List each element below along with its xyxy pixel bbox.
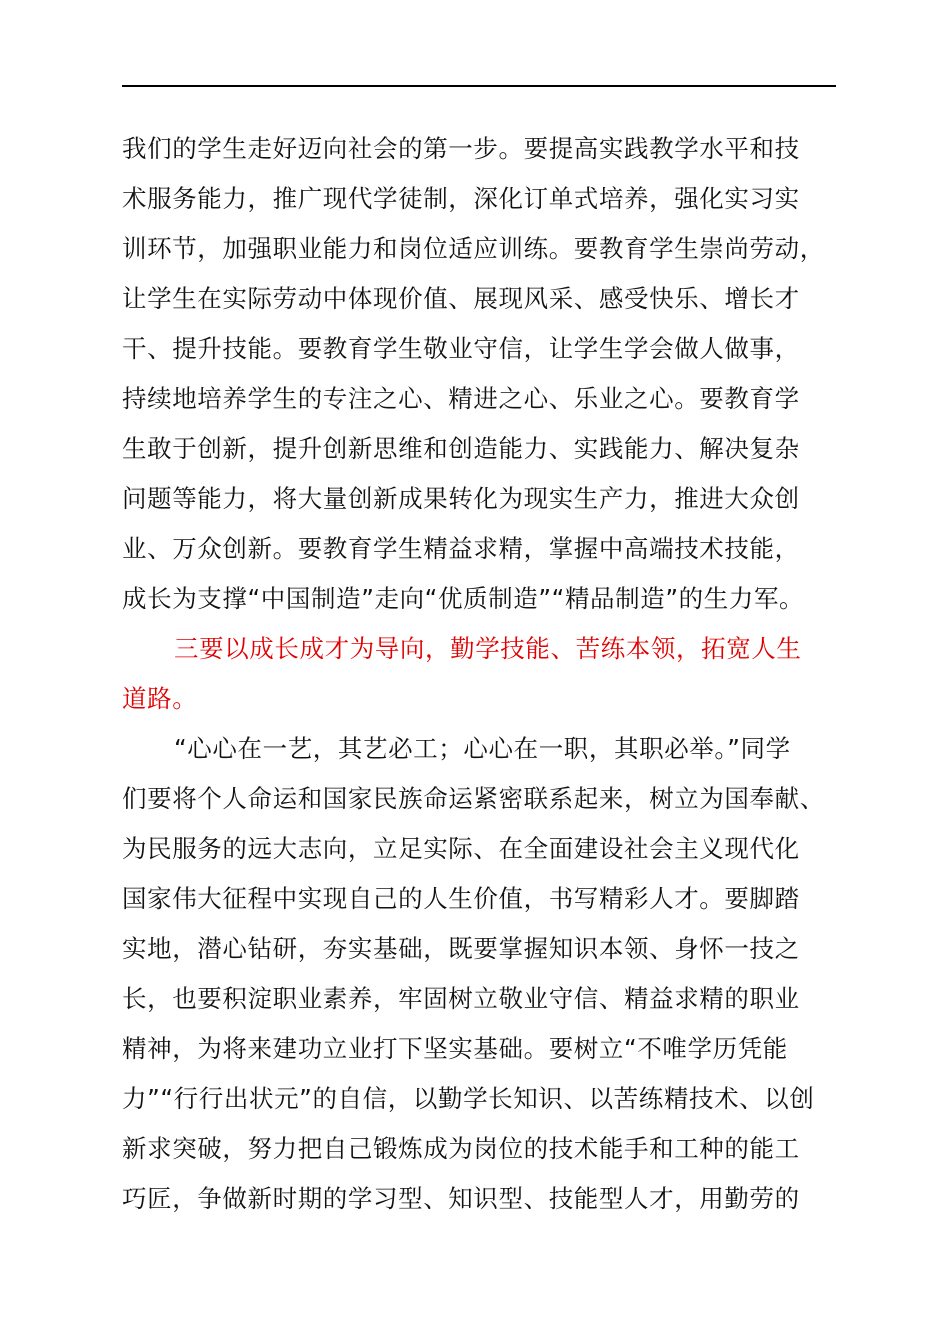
text-line: 成长为支撑“中国制造”走向“优质制造”“精品制造”的生力军。 (122, 584, 805, 613)
text-line: 让学生在实际劳动中体现价值、展现风采、感受快乐、增长才 (122, 284, 800, 313)
text-line: 国家伟大征程中实现自己的人生价值，书写精彩人才。要脚踏 (122, 884, 800, 913)
text-line: 术服务能力，推广现代学徒制，深化订单式培养，强化实习实 (122, 184, 800, 213)
text-line: 业、万众创新。要教育学生精益求精，掌握中高端技术技能， (122, 534, 800, 563)
text-line: 为民服务的远大志向，立足实际、在全面建设社会主义现代化 (122, 834, 800, 863)
document-body (122, 124, 842, 1224)
paragraph-continuation (122, 124, 842, 624)
text-line: 持续地培养学生的专注之心、精进之心、乐业之心。要教育学 (122, 384, 800, 413)
text-line: 生敢于创新，提升创新思维和创造能力、实践能力、解决复杂 (122, 434, 800, 463)
text-line: 实地，潜心钻研，夯实基础，既要掌握知识本领、身怀一技之 (122, 934, 800, 963)
text-line: 精神，为将来建功立业打下坚实基础。要树立“不唯学历凭能 (122, 1034, 788, 1063)
text-line: 长，也要积淀职业素养，牢固树立敬业守信、精益求精的职业 (122, 984, 800, 1013)
text-line: 新求突破，努力把自己锻炼成为岗位的技术能手和工种的能工 (122, 1134, 800, 1163)
text-line: 问题等能力，将大量创新成果转化为现实生产力，推进大众创 (122, 484, 800, 513)
text-line: 干、提升技能。要教育学生敬业守信，让学生学会做人做事， (122, 334, 800, 363)
text-line: 我们的学生走好迈向社会的第一步。要提高实践教学水平和技 (122, 134, 800, 163)
text-line: 们要将个人命运和国家民族命运紧密联系起来，树立为国奉献、 (122, 784, 825, 813)
text-line: 巧匠，争做新时期的学习型、知识型、技能型人才，用勤劳的 (122, 1184, 800, 1213)
heading-line: 道路。 (122, 684, 198, 713)
text-line: 训环节，加强职业能力和岗位适应训练。要教育学生崇尚劳动， (122, 234, 825, 263)
header-rule (122, 85, 836, 87)
heading-line: 三要以成长成才为导向，勤学技能、苦练本领，拓宽人生 (174, 634, 802, 663)
paragraph-main (122, 724, 842, 1224)
section-heading (122, 624, 842, 724)
text-line: 力”“行行出状元”的自信，以勤学长知识、以苦练精技术、以创 (122, 1084, 815, 1113)
text-line: “心心在一艺，其艺必工；心心在一职，其职必举。”同学 (174, 734, 791, 763)
